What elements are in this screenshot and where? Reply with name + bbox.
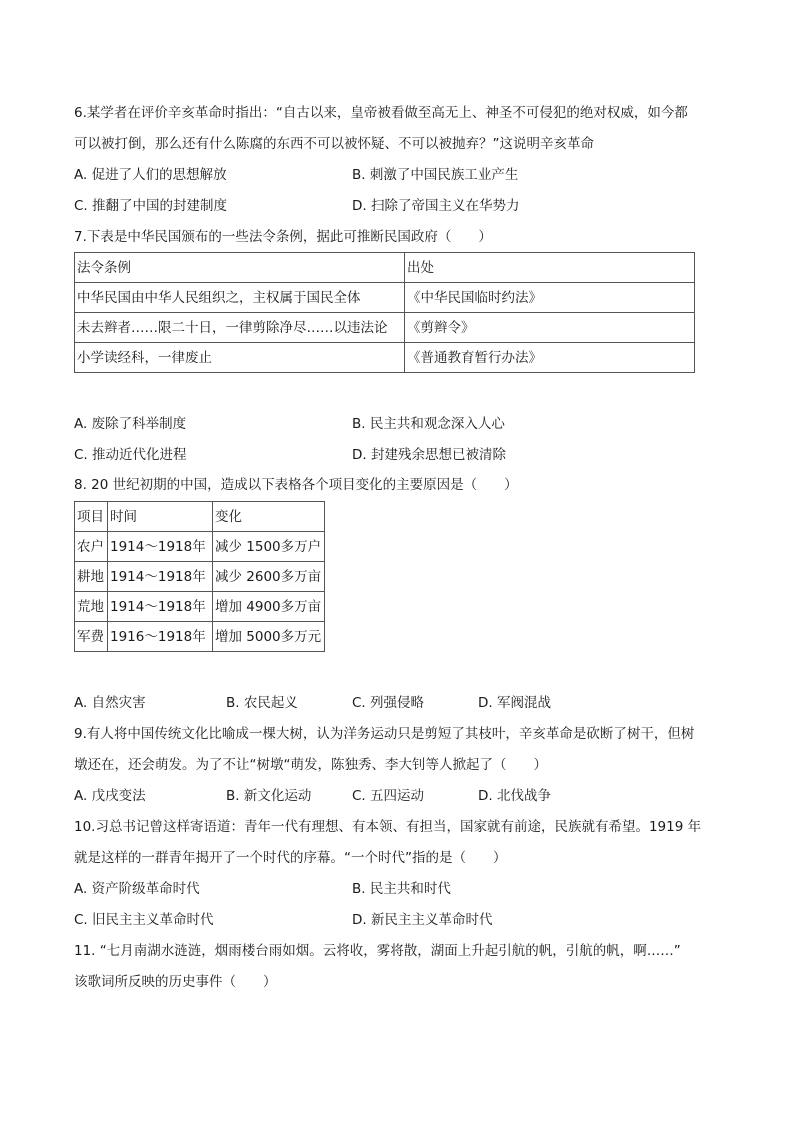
q11-stem-line2: 该歌词所反映的历史事件（ ） <box>74 974 277 990</box>
table-cell: 减少 2600多万亩 <box>213 562 325 592</box>
table-cell: 1916～1918年 <box>108 622 213 652</box>
q10-stem-line2: 就是这样的一群青年揭开了一个时代的序幕。“一个时代”指的是（ ） <box>74 850 507 866</box>
q10-option-d: D. 新民主主义革命时代 <box>352 912 493 928</box>
table-cell: 荒地 <box>75 592 108 622</box>
q7-option-d: D. 封建残余思想已被清除 <box>352 447 506 463</box>
table-row <box>75 622 325 652</box>
table-row <box>75 253 695 283</box>
table-header: 时间 <box>108 502 213 532</box>
q11-stem-line1: 11. “七月南湖水涟涟，烟雨楼台雨如烟。云将收，雾将散，湖面上升起引航的帆，引航的帆，啊……” <box>74 943 681 959</box>
q7-stem: 7.下表是中华民国颁布的一些法令条例，据此可推断民国政府（ ） <box>74 229 492 245</box>
q7-table <box>74 252 695 373</box>
table-cell: 减少 1500多万户 <box>213 532 325 562</box>
table-cell: 1914～1918年 <box>108 532 213 562</box>
q10-option-b: B. 民主共和时代 <box>352 881 451 897</box>
q10-stem-line1: 10.习总书记曾这样寄语道：青年一代有理想、有本领、有担当，国家就有前途，民族就有希望。1919 年 <box>74 819 702 835</box>
table-cell: 《中华民国临时约法》 <box>405 283 695 313</box>
q7-option-b: B. 民主共和观念深入人心 <box>352 416 505 432</box>
q8-option-c: C. 列强侵略 <box>352 695 425 711</box>
q6-option-d: D. 扫除了帝国主义在华势力 <box>352 198 520 214</box>
q6-stem-line1: 6.某学者在评价辛亥革命时指出：“自古以来，皇帝被看做至高无上、神圣不可侵犯的绝对权威，如今都 <box>74 105 688 121</box>
q9-stem-line2: 墩还在，还会萌发。为了不让“树墩“萌发，陈独秀、李大钊等人掀起了（ ） <box>74 757 547 773</box>
q8-table <box>74 501 325 652</box>
q6-option-a: A. 促进了人们的思想解放 <box>74 167 227 183</box>
table-header: 变化 <box>213 502 325 532</box>
q9-option-c: C. 五四运动 <box>352 788 425 804</box>
q6-option-b: B. 刺激了中国民族工业产生 <box>352 167 519 183</box>
q9-option-b: B. 新文化运动 <box>226 788 312 804</box>
q10-option-c: C. 旧民主主义革命时代 <box>74 912 214 928</box>
q8-stem: 8. 20 世纪初期的中国，造成以下表格各个项目变化的主要原因是（ ） <box>74 477 518 493</box>
table-cell: 增加 5000多万元 <box>213 622 325 652</box>
table-cell: 《普通教育暂行办法》 <box>405 343 695 373</box>
table-row <box>75 343 695 373</box>
table-header: 出处 <box>405 253 695 283</box>
table-cell: 军费 <box>75 622 108 652</box>
q9-option-d: D. 北伐战争 <box>478 788 551 804</box>
q10-option-a: A. 资产阶级革命时代 <box>74 881 200 897</box>
q7-option-c: C. 推动近代化进程 <box>74 447 187 463</box>
table-row <box>75 562 325 592</box>
table-row <box>75 592 325 622</box>
table-row <box>75 532 325 562</box>
q6-option-c: C. 推翻了中国的封建制度 <box>74 198 228 214</box>
table-cell: 小学读经科，一律废止 <box>75 343 405 373</box>
table-row <box>75 313 695 343</box>
table-header: 法令条例 <box>75 253 405 283</box>
table-cell: 未去辫者……限二十日，一律剪除净尽……以违法论 <box>75 313 405 343</box>
table-header: 项目 <box>75 502 108 532</box>
q9-stem-line1: 9.有人将中国传统文化比喻成一棵大树，认为洋务运动只是剪短了其枝叶，辛亥革命是砍断了树干，但树 <box>74 726 695 742</box>
table-cell: 中华民国由中华人民组织之，主权属于国民全体 <box>75 283 405 313</box>
q9-option-a: A. 戊戌变法 <box>74 788 146 804</box>
q7-option-a: A. 废除了科举制度 <box>74 416 187 432</box>
table-cell: 耕地 <box>75 562 108 592</box>
q6-stem-line2: 可以被打倒，那么还有什么陈腐的东西不可以被怀疑、不可以被抛弃？”这说明辛亥革命 <box>74 136 594 152</box>
table-row <box>75 502 325 532</box>
table-cell: 增加 4900多万亩 <box>213 592 325 622</box>
table-row <box>75 283 695 313</box>
table-cell: 农户 <box>75 532 108 562</box>
table-cell: 1914～1918年 <box>108 592 213 622</box>
q8-option-a: A. 自然灾害 <box>74 695 146 711</box>
q8-option-b: B. 农民起义 <box>226 695 298 711</box>
table-cell: 1914～1918年 <box>108 562 213 592</box>
table-cell: 《剪辫令》 <box>405 313 695 343</box>
q8-option-d: D. 军阀混战 <box>478 695 551 711</box>
